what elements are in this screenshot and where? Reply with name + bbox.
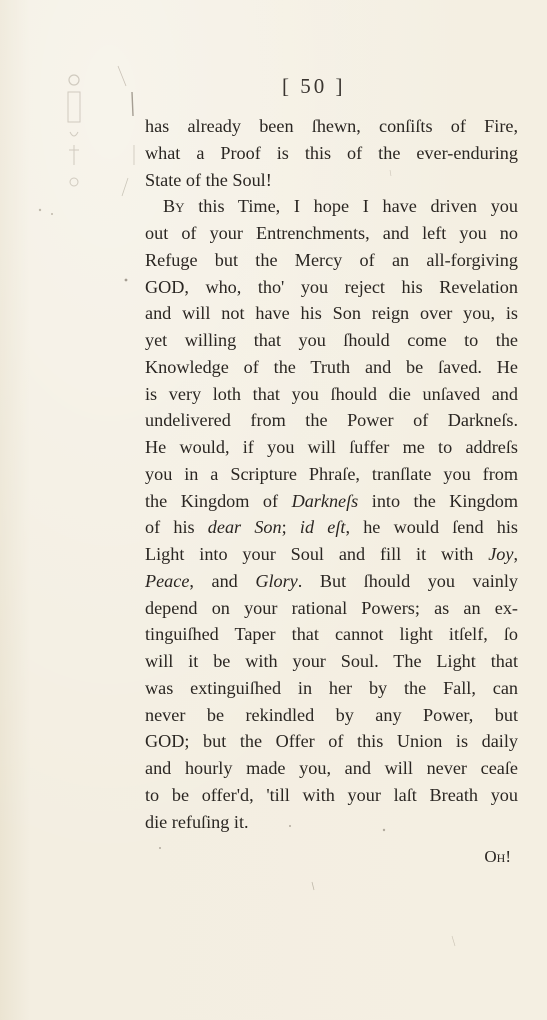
text-segment: the Kingdom of — [145, 490, 292, 511]
text-line-16 — [145, 514, 518, 541]
text-line-24: GOD; but the Offer of this Union is daily — [145, 731, 518, 752]
italic-word: id eſt — [299, 517, 346, 538]
text-line-27: die refuſing it. — [145, 811, 249, 832]
text-line-13: He would, if you will ſuffer me to addreſs — [145, 437, 518, 457]
text-segment: , — [513, 544, 518, 564]
text-line-25: and hourly made you, and will never ceaſe — [145, 758, 518, 778]
text-segment: ; — [281, 517, 300, 538]
text-line-21: will it be with your Soul. The Light that — [145, 651, 518, 671]
text-line-15 — [145, 488, 518, 515]
catchword: Oh! — [484, 847, 511, 866]
text-line-19: depend on your rational Powers; as an ex- — [145, 597, 518, 618]
text-line-23: never be rekindled by any Power, but — [145, 704, 518, 725]
text-line-26: to be offer'd, 'till with your laſt Breath you — [145, 784, 518, 805]
page-number: [ 50 ] — [282, 74, 346, 98]
text-line-3: State of the Soul! — [145, 169, 272, 190]
italic-word: Glory — [255, 570, 298, 591]
text-segment: , he would ſend his — [345, 517, 518, 538]
text-line-2: what a Proof is this of the ever-enduring — [145, 142, 518, 163]
library-stamp-mark — [60, 70, 88, 200]
text-segment: of his — [145, 517, 208, 538]
text-segment: Light into your Soul and fill it with — [145, 544, 489, 564]
text-line-9: yet willing that you ſhould come to the — [145, 330, 518, 350]
text-line-18 — [145, 568, 518, 595]
text-line-4 — [145, 193, 518, 220]
text-line-8: and will not have his Son reign over you, is — [145, 303, 518, 324]
text-line-1: has already been ſhewn, conſiſts of Fire, — [145, 116, 518, 136]
text-line-11: is very loth that you ſhould die unſaved and — [145, 383, 518, 404]
text-line-6: Refuge but the Mercy of an all-forgiving — [145, 249, 518, 270]
text-line-5: out of your Entrenchments, and left you no — [145, 223, 518, 243]
text-segment: , and — [189, 570, 256, 591]
text-line-22: was extinguiſhed in her by the Fall, can — [145, 677, 518, 698]
text-line-14: you in a Scripture Phraſe, tranſlate you from — [145, 463, 518, 484]
italic-word: Darkneſs — [291, 490, 359, 511]
text-line-7: GOD, who, tho' you reject his Revelation — [145, 276, 518, 297]
italic-word: Peace — [145, 570, 190, 591]
text-line-17 — [145, 541, 518, 568]
paragraph-initial: By — [163, 196, 185, 217]
text-line-4-rest: this Time, I hope I have driven you — [184, 196, 518, 217]
text-line-10: Knowledge of the Truth and be ſaved. He — [145, 356, 518, 377]
body-text — [145, 113, 518, 835]
text-segment: . But ſhould you vainly — [297, 570, 518, 591]
text-line-12: undelivered from the Power of Darkneſs. — [145, 410, 518, 431]
italic-word: dear Son — [207, 517, 282, 538]
italic-word: Joy — [488, 544, 514, 564]
text-segment: into the Kingdom — [358, 490, 518, 511]
text-line-20: tinguiſhed Taper that cannot light itſelf, ſo — [145, 624, 518, 645]
